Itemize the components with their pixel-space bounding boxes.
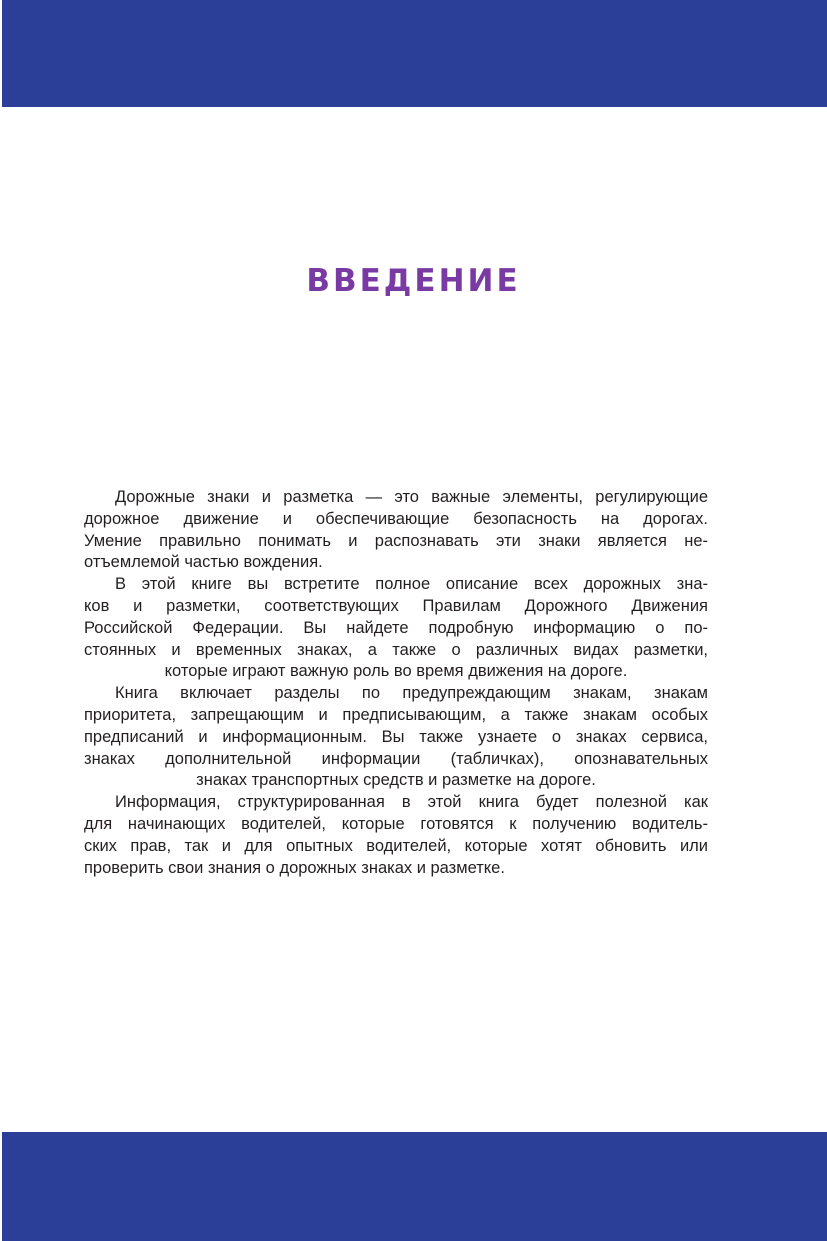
text-line: ков и разметки, соответствующих Правилам Дорожного Движения <box>84 596 708 615</box>
text-line: ских прав, так и для опытных водителей, которые хотят обновить или <box>84 836 708 855</box>
text-line: Российской Федерации. Вы найдете подробную информацию о по- <box>84 618 708 637</box>
intro-text <box>84 487 708 879</box>
text-line: Умение правильно понимать и распознавать эти знаки является не- <box>84 531 708 550</box>
top-color-band <box>2 0 827 107</box>
text-line: для начинающих водителей, которые готовятся к получению водитель- <box>84 814 708 833</box>
text-line: Дорожные знаки и разметка — это важные элементы, регулирующие <box>115 488 708 506</box>
bottom-color-band <box>2 1132 827 1241</box>
text-line: стоянных и временных знаках, а также о различных видах разметки, <box>84 640 708 659</box>
text-line: проверить свои знания о дорожных знаках и разметке. <box>84 858 505 877</box>
text-line: которые играют важную роль во время движения на дороге. <box>164 662 628 681</box>
text-line: предписаний и информационным. Вы также узнаете о знаках сервиса, <box>84 727 708 746</box>
text-line: В этой книге вы встретите полное описание всех дорожных зна- <box>115 575 708 594</box>
text-line: дорожное движение и обеспечивающие безопасность на дорогах. <box>84 509 708 528</box>
page-title: ВВЕДЕНИЕ <box>306 263 521 299</box>
text-line: Информация, структурированная в этой книга будет полезной как <box>115 793 708 812</box>
text-line: знаках дополнительной информации (табличках), опознавательных <box>84 749 708 768</box>
text-line: отъемлемой частью вождения. <box>84 553 323 572</box>
text-line: знаках транспортных средств и разметке на дороге. <box>196 771 596 790</box>
text-line: Книга включает разделы по предупреждающим знакам, знакам <box>115 684 708 703</box>
text-line: приоритета, запрещающим и предписывающим, а также знакам особых <box>84 705 708 724</box>
